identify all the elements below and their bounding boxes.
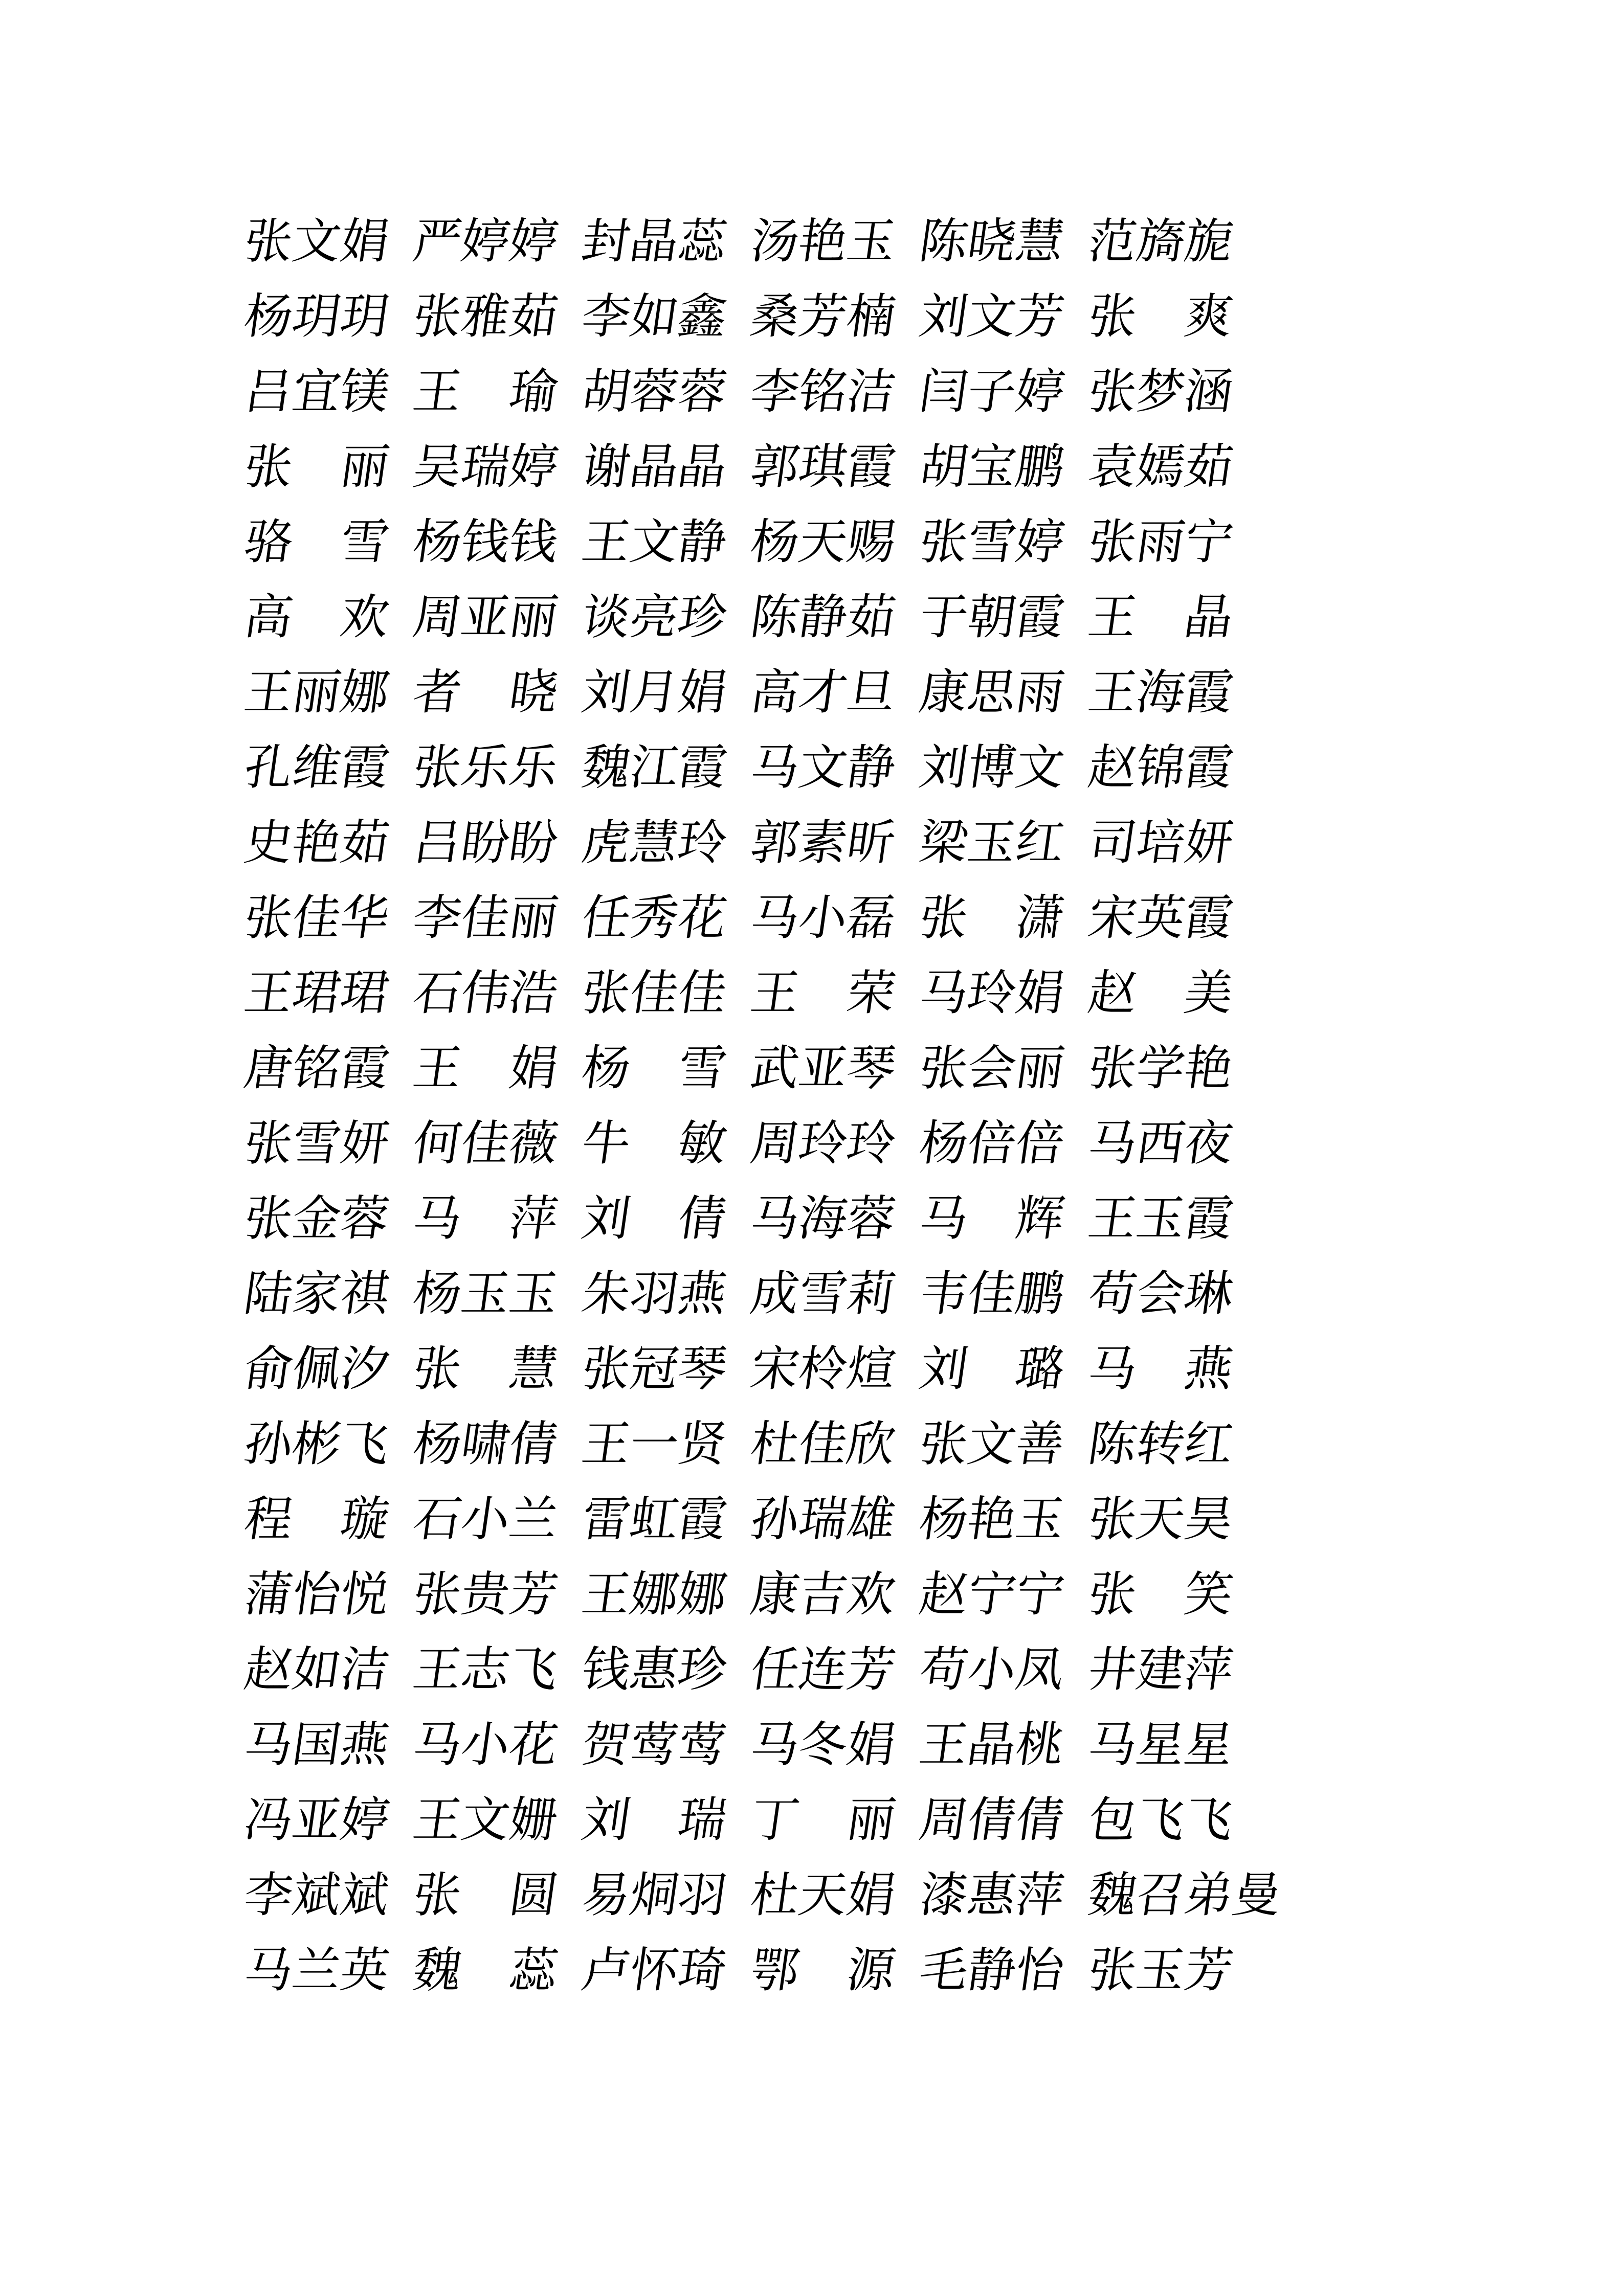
name-cell: 李如鑫 [578, 290, 730, 344]
name-row [240, 1633, 1237, 1708]
name-cell: 周亚丽 [409, 591, 562, 644]
name-row [240, 1858, 1285, 1933]
name-cell: 杨倍倍 [916, 1117, 1068, 1170]
name-cell: 李斌斌 [240, 1869, 393, 1922]
name-cell: 俞佩汐 [240, 1343, 393, 1396]
name-cell: 卢怀琦 [578, 1944, 730, 1997]
name-cell: 马国燕 [240, 1719, 393, 1772]
name-cell: 王娜娜 [578, 1568, 730, 1622]
name-cell: 郭素昕 [747, 817, 899, 870]
name-cell: 王 娟 [409, 1042, 562, 1095]
name-cell: 任秀花 [578, 892, 730, 945]
name-row [240, 956, 1237, 1031]
name-cell: 马西夜 [1084, 1117, 1237, 1170]
name-cell: 马 燕 [1084, 1343, 1237, 1396]
name-cell: 何佳薇 [409, 1117, 562, 1170]
name-cell: 张梦涵 [1084, 366, 1237, 419]
name-cell: 汤艳玉 [747, 215, 899, 268]
name-cell: 封晶蕊 [578, 215, 730, 268]
name-cell: 张会丽 [916, 1042, 1068, 1095]
name-cell: 刘文芳 [916, 290, 1068, 344]
name-cell: 张 爽 [1084, 290, 1237, 344]
name-cell: 马兰英 [240, 1944, 393, 1997]
name-cell: 杨艳玉 [916, 1493, 1068, 1546]
name-cell: 梁玉红 [916, 817, 1068, 870]
name-row [240, 1558, 1237, 1633]
name-row [240, 731, 1237, 806]
name-cell: 杨钱钱 [409, 516, 562, 569]
name-cell: 周倩倩 [916, 1794, 1068, 1847]
name-cell: 胡蓉蓉 [578, 366, 730, 419]
name-cell: 贺莺莺 [578, 1719, 730, 1772]
name-cell: 王晶桃 [916, 1719, 1068, 1772]
name-cell: 虎慧玲 [578, 817, 730, 870]
name-cell: 王海霞 [1084, 666, 1237, 719]
name-cell: 鄂 源 [747, 1944, 899, 1997]
name-cell: 张雪妍 [240, 1117, 393, 1170]
name-cell: 陆家祺 [240, 1268, 393, 1321]
name-cell: 高才旦 [747, 666, 899, 719]
name-cell: 魏江霞 [578, 741, 730, 795]
name-cell: 杨玉玉 [409, 1268, 562, 1321]
name-cell: 袁嫣茹 [1084, 441, 1237, 494]
name-cell: 张佳佳 [578, 967, 730, 1020]
name-cell: 康思雨 [916, 666, 1068, 719]
name-cell: 郭琪霞 [747, 441, 899, 494]
name-cell: 张雨宁 [1084, 516, 1237, 569]
name-cell: 吕宜镁 [240, 366, 393, 419]
name-cell: 赵宁宁 [916, 1568, 1068, 1622]
name-cell: 马 辉 [916, 1192, 1068, 1246]
name-cell: 丁 丽 [747, 1794, 899, 1847]
name-cell: 陈晓慧 [916, 215, 1068, 268]
name-row [240, 656, 1237, 731]
name-row [240, 355, 1237, 430]
name-row [240, 881, 1237, 956]
name-row [240, 1482, 1237, 1558]
name-row [240, 1031, 1237, 1107]
name-cell: 钱惠珍 [578, 1644, 730, 1697]
name-cell: 毛静怡 [916, 1944, 1068, 1997]
name-grid [240, 205, 1285, 2009]
name-cell: 王文姗 [409, 1794, 562, 1847]
name-cell: 张贵芳 [409, 1568, 562, 1622]
name-row [240, 505, 1237, 580]
name-cell: 张文娟 [240, 215, 393, 268]
name-cell: 石小兰 [409, 1493, 562, 1546]
name-cell: 陈转红 [1084, 1418, 1237, 1471]
name-cell: 成雪莉 [747, 1268, 899, 1321]
name-cell: 张雪婷 [916, 516, 1068, 569]
name-cell: 张 笑 [1084, 1568, 1237, 1622]
name-cell: 杨 雪 [578, 1042, 730, 1095]
name-cell: 马星星 [1084, 1719, 1237, 1772]
name-cell: 马文静 [747, 741, 899, 795]
name-cell: 漆惠萍 [916, 1869, 1068, 1922]
name-cell: 刘月娟 [578, 666, 730, 719]
name-row [240, 1708, 1237, 1783]
name-cell: 易烔羽 [578, 1869, 730, 1922]
name-cell: 严婷婷 [409, 215, 562, 268]
name-cell: 司培妍 [1084, 817, 1237, 870]
name-cell: 赵锦霞 [1084, 741, 1237, 795]
name-row [240, 280, 1237, 355]
name-cell: 张 圆 [409, 1869, 562, 1922]
name-cell: 马玲娟 [916, 967, 1068, 1020]
name-cell: 武亚琴 [747, 1042, 899, 1095]
name-cell: 张文善 [916, 1418, 1068, 1471]
name-cell: 石伟浩 [409, 967, 562, 1020]
name-cell: 杜佳欣 [747, 1418, 899, 1471]
name-row [240, 1933, 1237, 2009]
name-cell: 苟会琳 [1084, 1268, 1237, 1321]
name-cell: 苟小凤 [916, 1644, 1068, 1697]
name-cell: 孙瑞雄 [747, 1493, 899, 1546]
name-cell: 王珺珺 [240, 967, 393, 1020]
name-cell: 魏召弟曼 [1084, 1869, 1285, 1922]
name-cell: 孙彬飞 [240, 1418, 393, 1471]
name-cell: 朱羽燕 [578, 1268, 730, 1321]
name-row [240, 1182, 1237, 1257]
name-cell: 骆 雪 [240, 516, 393, 569]
name-cell: 冯亚婷 [240, 1794, 393, 1847]
name-cell: 杨啸倩 [409, 1418, 562, 1471]
name-cell: 于朝霞 [916, 591, 1068, 644]
name-cell: 高 欢 [240, 591, 393, 644]
name-cell: 张学艳 [1084, 1042, 1237, 1095]
name-cell: 李佳丽 [409, 892, 562, 945]
name-cell: 张金蓉 [240, 1192, 393, 1246]
name-cell: 马 萍 [409, 1192, 562, 1246]
name-cell: 井建萍 [1084, 1644, 1237, 1697]
name-cell: 王 瑜 [409, 366, 562, 419]
name-row [240, 1783, 1237, 1858]
name-cell: 陈静茹 [747, 591, 899, 644]
name-cell: 刘 瑞 [578, 1794, 730, 1847]
name-cell: 张天昊 [1084, 1493, 1237, 1546]
name-cell: 谈亮珍 [578, 591, 730, 644]
name-cell: 赵 美 [1084, 967, 1237, 1020]
name-cell: 桑芳楠 [747, 290, 899, 344]
name-row [240, 1407, 1237, 1482]
name-cell: 胡宝鹏 [916, 441, 1068, 494]
name-cell: 刘 璐 [916, 1343, 1068, 1396]
name-cell: 王文静 [578, 516, 730, 569]
name-cell: 魏 蕊 [409, 1944, 562, 1997]
name-row [240, 1332, 1237, 1407]
name-row [240, 806, 1237, 881]
name-cell: 牛 敏 [578, 1117, 730, 1170]
name-cell: 史艳茹 [240, 817, 393, 870]
name-cell: 马海蓉 [747, 1192, 899, 1246]
name-cell: 韦佳鹏 [916, 1268, 1068, 1321]
name-row [240, 1107, 1237, 1182]
name-cell: 杨玥玥 [240, 290, 393, 344]
name-cell: 吕盼盼 [409, 817, 562, 870]
name-cell: 王志飞 [409, 1644, 562, 1697]
name-cell: 张玉芳 [1084, 1944, 1237, 1997]
name-cell: 王丽娜 [240, 666, 393, 719]
name-cell: 程 璇 [240, 1493, 393, 1546]
name-cell: 王一贤 [578, 1418, 730, 1471]
name-cell: 范旖旎 [1084, 215, 1237, 268]
name-row [240, 205, 1237, 280]
name-cell: 包飞飞 [1084, 1794, 1237, 1847]
name-cell: 马小花 [409, 1719, 562, 1772]
name-row [240, 430, 1237, 505]
name-cell: 张 丽 [240, 441, 393, 494]
name-cell: 刘 倩 [578, 1192, 730, 1246]
name-cell: 张雅茹 [409, 290, 562, 344]
name-cell: 张 潇 [916, 892, 1068, 945]
name-cell: 唐铭霞 [240, 1042, 393, 1095]
name-row [240, 580, 1237, 656]
name-cell: 宋柃煊 [747, 1343, 899, 1396]
name-cell: 张乐乐 [409, 741, 562, 795]
name-cell: 刘博文 [916, 741, 1068, 795]
name-cell: 蒲怡悦 [240, 1568, 393, 1622]
name-cell: 张冠琴 [578, 1343, 730, 1396]
name-cell: 杨天赐 [747, 516, 899, 569]
name-cell: 周玲玲 [747, 1117, 899, 1170]
name-row [240, 1257, 1237, 1332]
name-cell: 马小磊 [747, 892, 899, 945]
name-cell: 王 荣 [747, 967, 899, 1020]
name-cell: 杜天娟 [747, 1869, 899, 1922]
name-cell: 闫子婷 [916, 366, 1068, 419]
name-cell: 孔维霞 [240, 741, 393, 795]
name-cell: 李铭洁 [747, 366, 899, 419]
name-cell: 康吉欢 [747, 1568, 899, 1622]
name-cell: 赵如洁 [240, 1644, 393, 1697]
name-cell: 王玉霞 [1084, 1192, 1237, 1246]
name-cell: 张 慧 [409, 1343, 562, 1396]
name-cell: 雷虹霞 [578, 1493, 730, 1546]
name-cell: 宋英霞 [1084, 892, 1237, 945]
name-cell: 吴瑞婷 [409, 441, 562, 494]
name-cell: 者 晓 [409, 666, 562, 719]
name-cell: 张佳华 [240, 892, 393, 945]
name-cell: 马冬娟 [747, 1719, 899, 1772]
name-cell: 谢晶晶 [578, 441, 730, 494]
name-cell: 任连芳 [747, 1644, 899, 1697]
name-cell: 王 晶 [1084, 591, 1237, 644]
